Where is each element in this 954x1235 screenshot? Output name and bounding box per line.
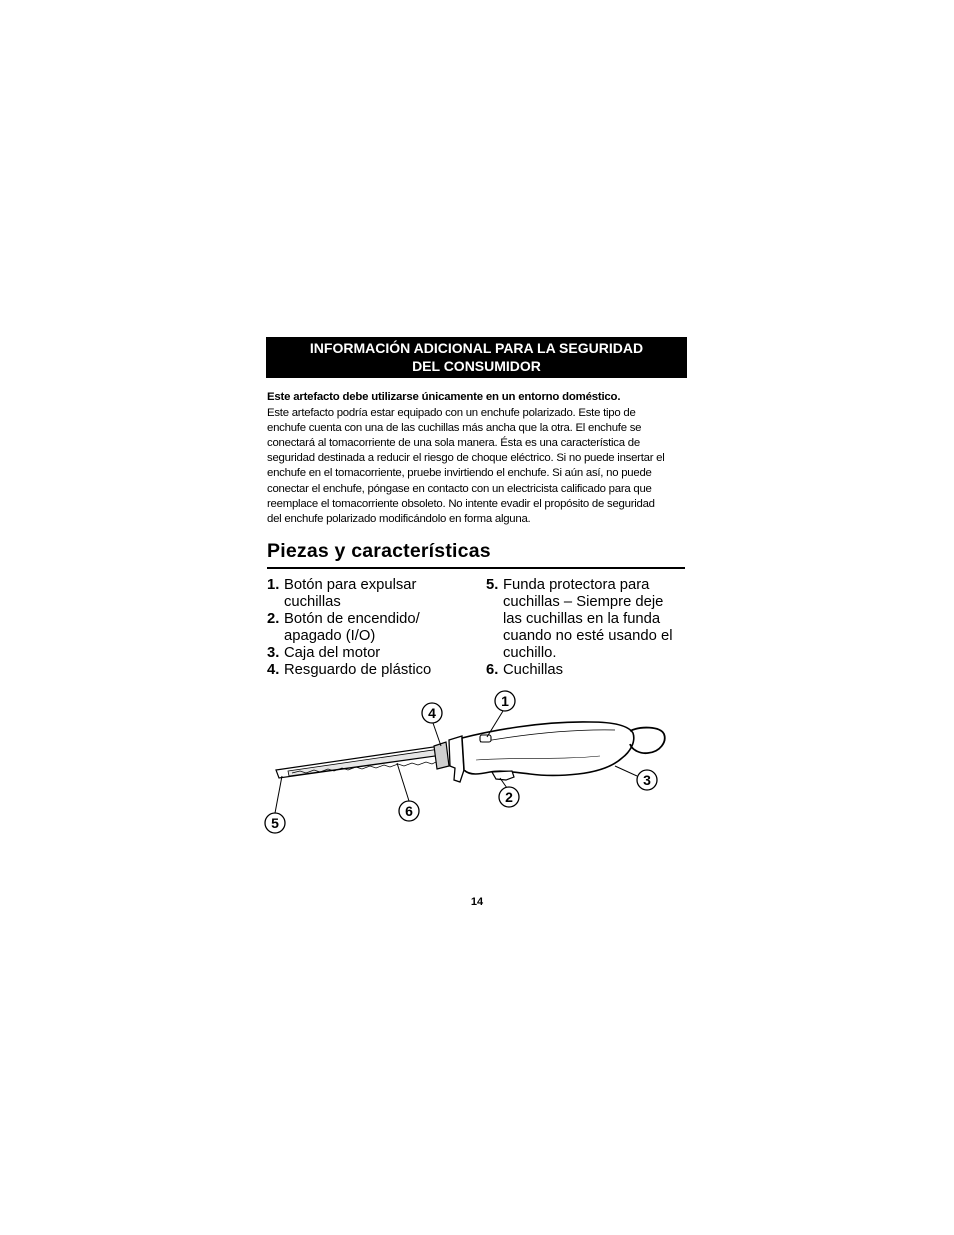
section-divider	[267, 567, 685, 569]
plastic-guard	[434, 742, 449, 769]
callout-4	[422, 703, 442, 723]
list-item	[486, 577, 691, 662]
callout-label: 4	[428, 705, 436, 721]
parts-list-right	[486, 577, 691, 679]
safety-body-line: enchufe en el tomacorriente, pruebe invirtiendo el enchufe. Si aún así, no puede	[267, 467, 652, 480]
item-line: Botón para expulsar	[284, 577, 417, 593]
item-line: cuchillo.	[503, 645, 557, 661]
item-line: Cuchillas	[503, 662, 564, 678]
electric-knife-diagram	[262, 688, 672, 838]
list-item	[267, 645, 467, 662]
item-line: Funda protectora para	[503, 577, 650, 593]
item-line: cuchillas	[284, 594, 341, 610]
item-number: 1.	[267, 577, 280, 593]
banner-line-2: DEL CONSUMIDOR	[412, 358, 541, 374]
list-item	[267, 611, 467, 645]
item-line: apagado (I/O)	[284, 628, 376, 644]
parts-list-left	[267, 577, 467, 679]
safety-info-text	[267, 390, 689, 527]
item-line: Botón de encendido/	[284, 611, 420, 627]
callout-3	[637, 770, 657, 790]
item-number: 3.	[267, 645, 280, 661]
safety-body-line: del enchufe polarizado modificándolo en forma alguna.	[267, 512, 531, 525]
item-line: cuando no esté usando el	[503, 628, 673, 644]
list-item	[267, 662, 467, 679]
serrated-blade	[288, 749, 441, 776]
safety-body-line: conectará al tomacorriente de una sola manera. Ésta es una característica de	[267, 437, 640, 450]
callout-label: 5	[271, 815, 279, 831]
release-button	[480, 735, 491, 742]
safety-body-line: enchufe cuenta con una de las cuchillas más ancha que la otra. El enchufe se	[267, 422, 642, 435]
callout-label: 2	[505, 789, 513, 805]
safety-body-line: Este artefacto podría estar equipado con un enchufe polarizado. Este tipo de	[267, 407, 636, 420]
section-title: Piezas y características	[267, 540, 491, 562]
callout-5	[265, 813, 285, 833]
item-line: cuchillas – Siempre deje	[503, 594, 664, 610]
item-number: 5.	[486, 577, 499, 593]
safety-info-banner	[266, 337, 687, 378]
item-line: Caja del motor	[284, 645, 381, 661]
safety-body-line: seguridad destinada a reducir el riesgo de choque eléctrico. Si no puede insertar el	[267, 452, 665, 465]
callout-label: 1	[501, 693, 509, 709]
callout-label: 3	[643, 772, 651, 788]
item-number: 2.	[267, 611, 280, 627]
safety-body-line: conectar el enchufe, póngase en contacto con un electricista calificado para que	[267, 482, 652, 495]
item-number: 6.	[486, 662, 499, 678]
list-item	[267, 577, 467, 611]
safety-lead: Este artefacto debe utilizarse únicamente en un entorno doméstico.	[267, 391, 621, 403]
item-line: las cuchillas en la funda	[503, 611, 661, 627]
power-switch	[492, 771, 514, 780]
callout-1	[495, 691, 515, 711]
page-number: 14	[470, 896, 484, 908]
item-number: 4.	[267, 662, 280, 678]
callout-label: 6	[405, 803, 413, 819]
callout-2	[499, 787, 519, 807]
motor-housing	[462, 722, 634, 776]
banner-line-1: INFORMACIÓN ADICIONAL PARA LA SEGURIDAD	[309, 340, 644, 356]
item-line: Resguardo de plástico	[284, 662, 432, 678]
list-item	[486, 662, 691, 679]
cord-loop	[630, 728, 665, 754]
safety-body-line: reemplace el tomacorriente obsoleto. No intente evadir el propósito de seguridad	[267, 497, 655, 510]
callout-6	[399, 801, 419, 821]
